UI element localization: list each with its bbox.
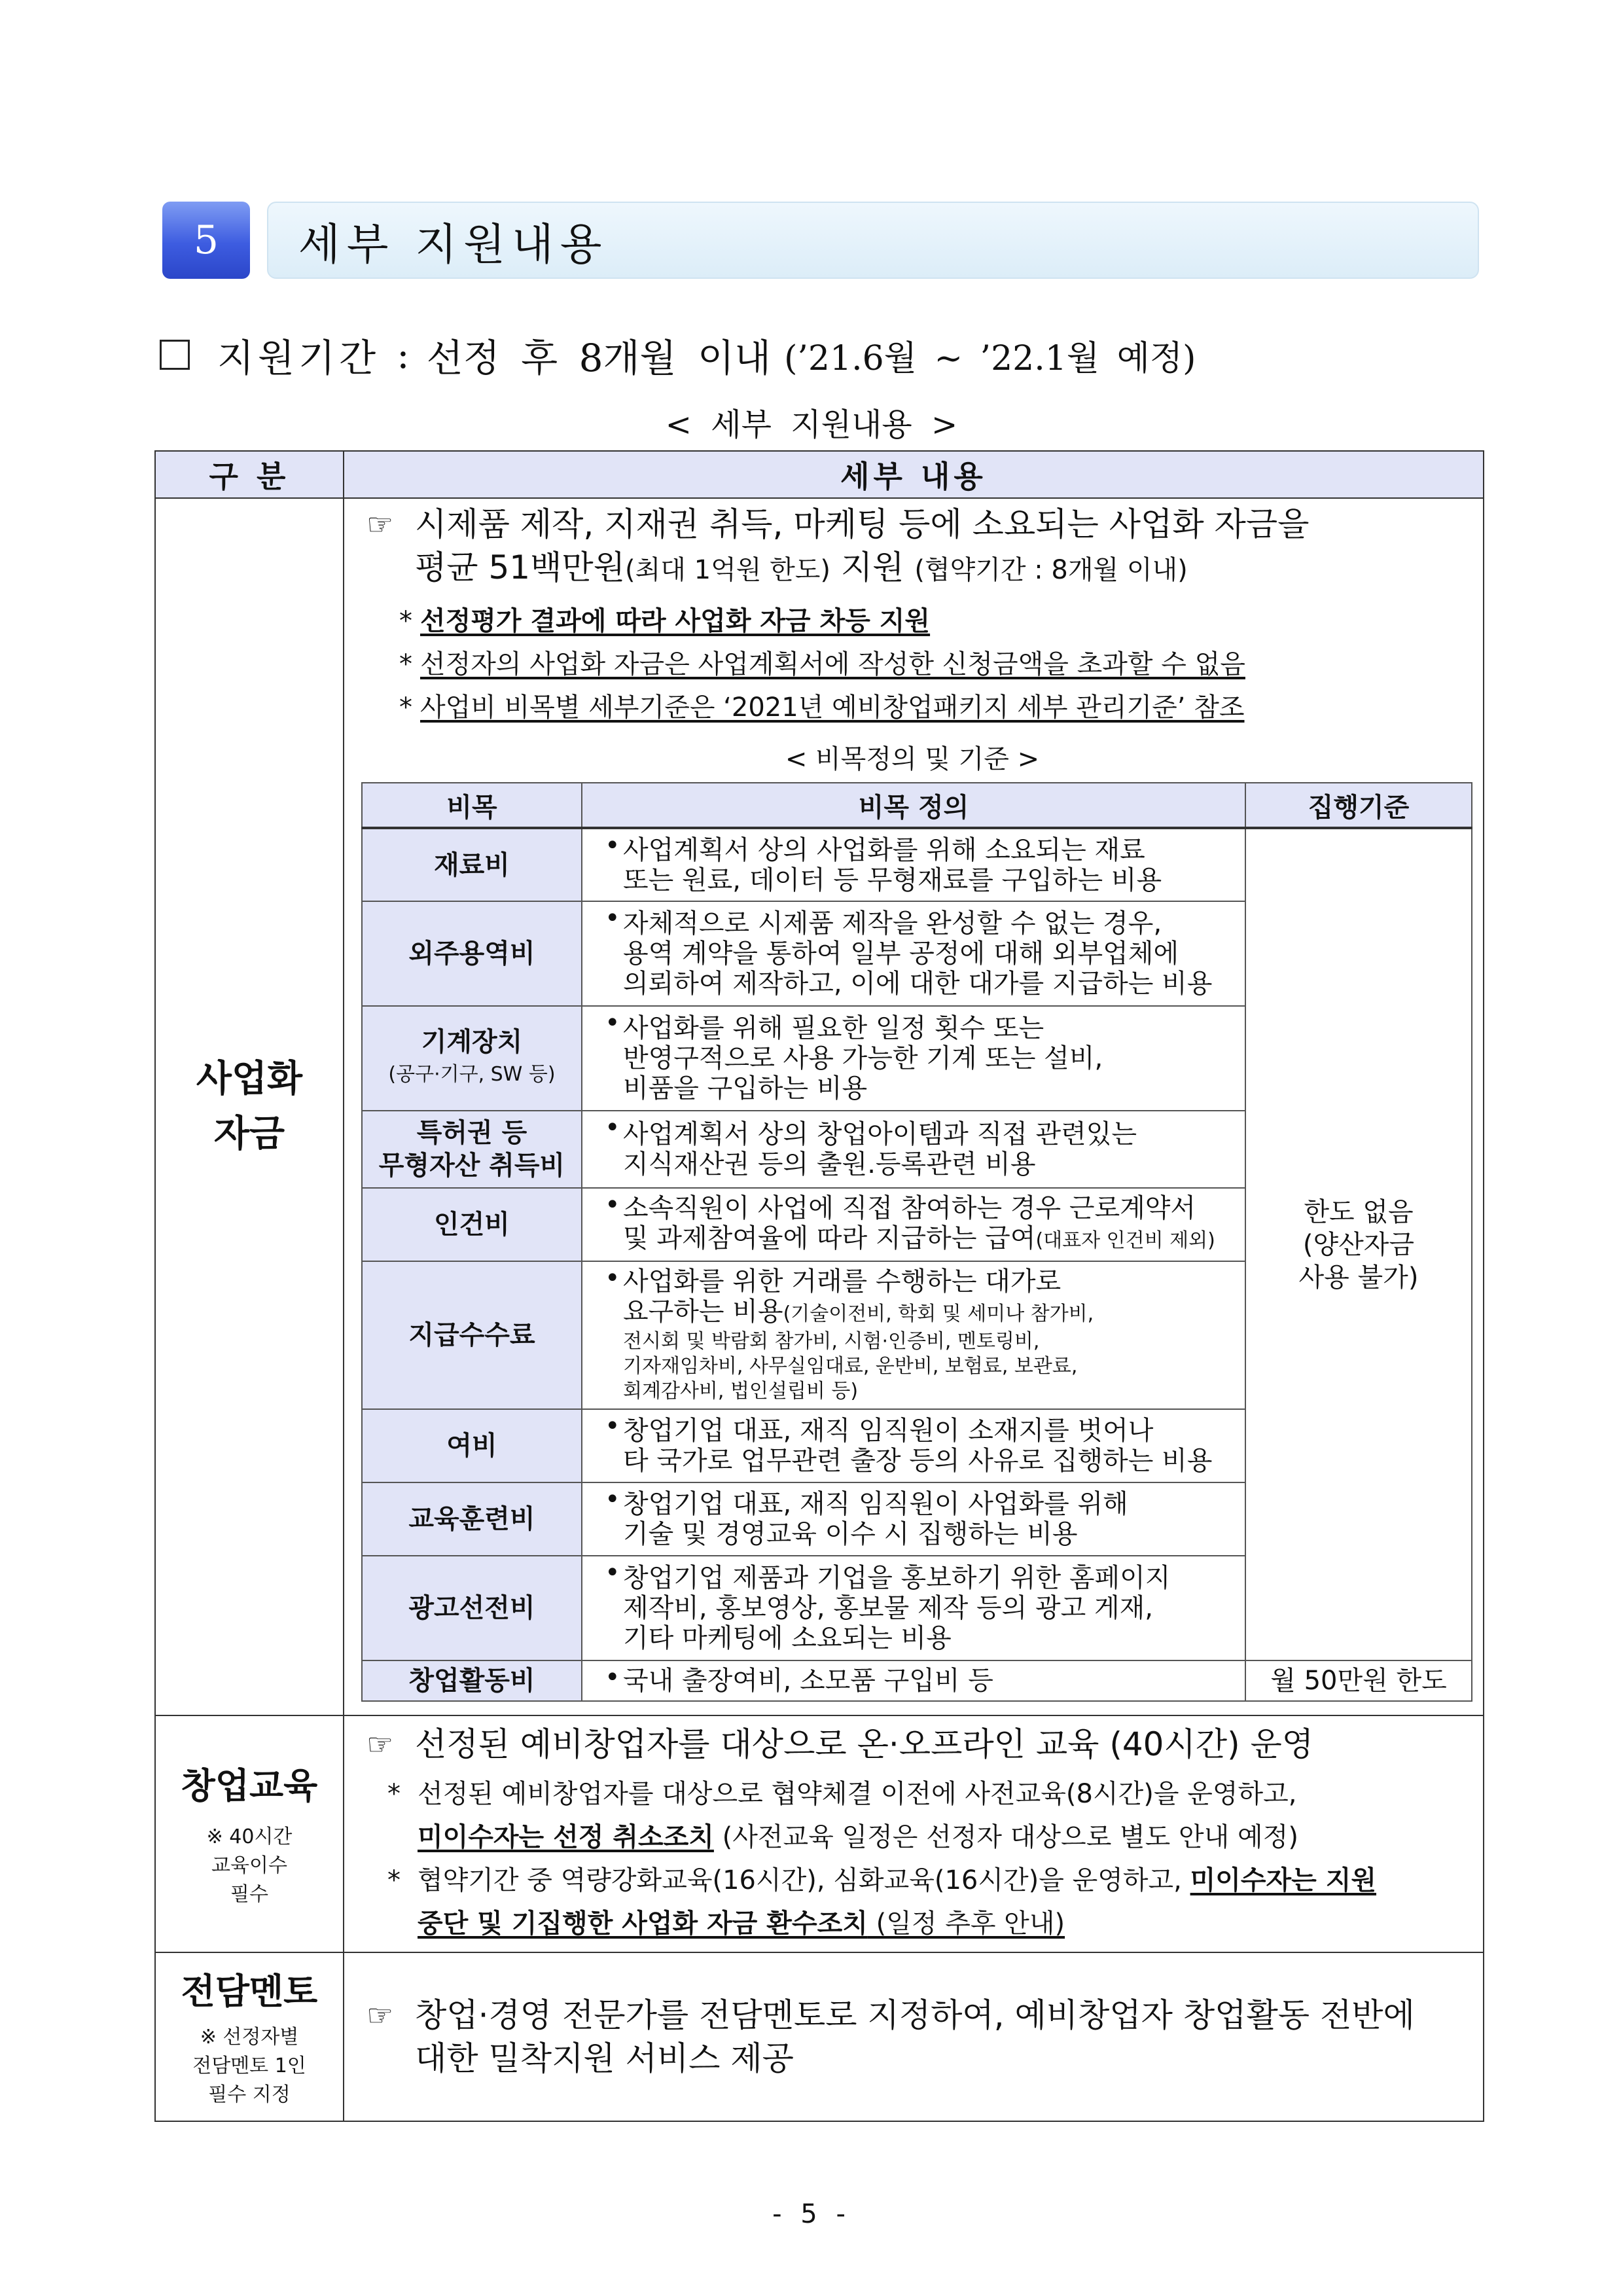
expense-item-definition: • 국내 출장여비, 소모품 구입비 등 xyxy=(582,1660,1245,1701)
expense-item-definition: • 자체적으로 시제품 제작을 완성할 수 없는 경우, 용역 계약을 통하여 일부 공정에 대해 외부업체에 의뢰하여 제작하고, 이에 대한 대가를 지급하는 비용 xyxy=(582,901,1245,1006)
expense-item-definition: • 사업계획서 상의 창업아이템과 직접 관련있는 지식재산권 등의 출원.등록관련 비용 xyxy=(582,1111,1245,1188)
expense-item-name: 여비 xyxy=(362,1409,582,1482)
period-colon: : xyxy=(397,332,410,377)
expense-item-name: 재료비 xyxy=(362,828,582,901)
funds-category xyxy=(155,498,344,1715)
mentor-lead: ☞ 창업·경영 전문가를 전담멘토로 지정하여, 예비창업자 창업활동 전반에 대한 밀착지원 서비스 제공 xyxy=(361,1994,1476,2080)
page-number: - 5 - xyxy=(772,2199,851,2229)
expense-item-definition: • 창업기업 대표, 재직 임직원이 소재지를 벗어나 타 국가로 업무관련 출장 등의 사유로 집행하는 비용 xyxy=(582,1409,1245,1482)
bullet-dot-icon: • xyxy=(605,1008,620,1038)
expense-item-name: 특허권 등 무형자산 취득비 xyxy=(362,1111,582,1188)
funds-row xyxy=(155,498,1484,1715)
expense-item-table xyxy=(361,782,1472,1702)
funds-content xyxy=(344,498,1484,1715)
pointing-hand-icon: ☞ xyxy=(366,1998,394,2033)
sub-table-caption: < 비목정의 및 기준 > xyxy=(785,744,1040,774)
expense-row xyxy=(362,828,1472,901)
mentor-row xyxy=(155,1952,1484,2121)
bullet-dot-icon: • xyxy=(605,1190,620,1220)
table-header-row xyxy=(155,451,1484,498)
expense-item-definition: • 사업화를 위한 거래를 수행하는 대가로 요구하는 비용(기술이전비, 학회 및 세미나 참가비, 전시회 및 박람회 참가비, 시험·인증비, 멘토링비, 기자재임차비, 사무실임대료, 운반비, 보험료, 보관료, 회계감사비, 법인설립비 등) xyxy=(582,1261,1245,1409)
bullet-dot-icon: • xyxy=(605,1113,620,1143)
expense-header-definition: 비목 정의 xyxy=(582,783,1245,828)
support-detail-table xyxy=(154,450,1484,2122)
expense-item-definition: • 창업기업 대표, 재직 임직원이 사업화를 위해 기술 및 경영교육 이수 시 집행하는 비용 xyxy=(582,1482,1245,1556)
pointing-hand-icon: ☞ xyxy=(366,1727,394,1762)
expense-item-definition: • 소속직원이 사업에 직접 참여하는 경우 근로계약서 및 과제참여율에 따라 지급하는 급여(대표자 인건비 제외) xyxy=(582,1188,1245,1261)
education-category-note: ※ 40시간 교육이수 필수 xyxy=(206,1825,293,1906)
bullet-dot-icon: • xyxy=(605,1263,620,1293)
expense-item-definition: • 사업계획서 상의 사업화를 위해 소요되는 재료 또는 원료, 데이터 등 무형재료를 구입하는 비용 xyxy=(582,828,1245,901)
mentor-category xyxy=(155,1952,344,2121)
funds-lead xyxy=(361,503,1476,592)
expense-item-definition: • 사업화를 위해 필요한 일정 횟수 또는 반영구적으로 사용 가능한 기계 또는 설비, 비품을 구입하는 비용 xyxy=(582,1006,1245,1111)
period-label: 지원기간 xyxy=(217,336,380,380)
section-title-box xyxy=(267,202,1479,279)
support-period xyxy=(160,327,1196,382)
bullet-dot-icon: • xyxy=(605,903,620,933)
education-row xyxy=(155,1715,1484,1952)
expense-header-criteria: 집행기준 xyxy=(1245,783,1472,828)
education-category-title: 창업교육 xyxy=(181,1765,318,1806)
expense-item-name: 교육훈련비 xyxy=(362,1482,582,1556)
education-category xyxy=(155,1715,344,1952)
funds-note-2: * 선정자의 사업화 자금은 사업계획서에 작성한 신청금액을 초과할 수 없음 xyxy=(399,649,1245,679)
funds-note-3: * 사업비 비목별 세부기준은 ‘2021년 예비창업패키지 세부 관리기준’ 참조 xyxy=(399,692,1245,723)
period-value: 선정 후 8개월 이내 xyxy=(426,336,772,380)
section-title: 세부 지원내용 xyxy=(298,219,609,270)
funds-lead-line2: 평균 51백만원(최대 1억원 한도) 지원 (협약기간 : 8개월 이내) xyxy=(415,548,1188,586)
empty-square-icon xyxy=(160,340,190,370)
funds-category-line1: 사업화 xyxy=(196,1058,303,1100)
funds-lead-line1: 시제품 제작, 지재권 취득, 마케팅 등에 소요되는 사업화 자금을 xyxy=(415,505,1310,543)
expense-row-last xyxy=(362,1660,1472,1701)
expense-item-name: 광고선전비 xyxy=(362,1556,582,1660)
education-lead: ☞ 선정된 예비창업자를 대상으로 온·오프라인 교육 (40시간) 운영 xyxy=(361,1723,1476,1766)
expense-header-row xyxy=(362,783,1472,828)
bullet-dot-icon: • xyxy=(605,831,620,861)
mentor-content xyxy=(344,1952,1484,2121)
education-content xyxy=(344,1715,1484,1952)
mentor-category-title: 전담멘토 xyxy=(181,1971,318,2012)
section-number-badge: 5 xyxy=(162,202,250,279)
expense-item-name: 창업활동비 xyxy=(362,1660,582,1701)
expense-item-name: 외주용역비 xyxy=(362,901,582,1006)
expense-criteria-main: 한도 없음 (양산자금 사용 불가) xyxy=(1245,828,1472,1660)
pointing-hand-icon: ☞ xyxy=(366,507,394,542)
funds-note-1: * 선정평가 결과에 따라 사업화 자금 차등 지원 xyxy=(399,606,931,636)
bullet-dot-icon: • xyxy=(605,1411,620,1441)
expense-item-name: 지급수수료 xyxy=(362,1261,582,1409)
expense-header-item: 비목 xyxy=(362,783,582,828)
period-note: (’21.6월 ~ ’22.1월 예정) xyxy=(784,338,1196,378)
expense-item-definition: • 창업기업 제품과 기업을 홍보하기 위한 홈페이지 제작비, 홍보영상, 홍보물 제작 등의 광고 게재, 기타 마케팅에 소요되는 비용 xyxy=(582,1556,1245,1660)
education-note-2: * 협약기간 중 역량강화교육(16시간), 심화교육(16시간)을 운영하고, 미이수자는 지원 중단 및 기집행한 사업화 자금 환수조치 (일정 추후 안내) xyxy=(387,1865,1376,1939)
funds-category-line2: 자금 xyxy=(213,1113,285,1155)
expense-item-name: 인건비 xyxy=(362,1188,582,1261)
bullet-dot-icon: • xyxy=(605,1558,620,1588)
expense-item-name: 기계장치 (공구·기구, SW 등) xyxy=(362,1006,582,1111)
bullet-dot-icon: • xyxy=(605,1662,620,1693)
header-category: 구 분 xyxy=(155,451,344,498)
education-note-1: * 선정된 예비창업자를 대상으로 협약체결 이전에 사전교육(8시간)을 운영하고, 미이수자는 선정 취소조치 (사전교육 일정은 선정자 대상으로 별도 안내 예정) xyxy=(387,1779,1298,1852)
table-caption: < 세부 지원내용 > xyxy=(665,406,958,443)
expense-criteria-last: 월 50만원 한도 xyxy=(1245,1660,1472,1701)
bullet-dot-icon: • xyxy=(605,1484,620,1515)
mentor-category-note: ※ 선정자별 전담멘토 1인 필수 지정 xyxy=(192,2026,306,2106)
header-detail: 세부 내용 xyxy=(344,451,1484,498)
